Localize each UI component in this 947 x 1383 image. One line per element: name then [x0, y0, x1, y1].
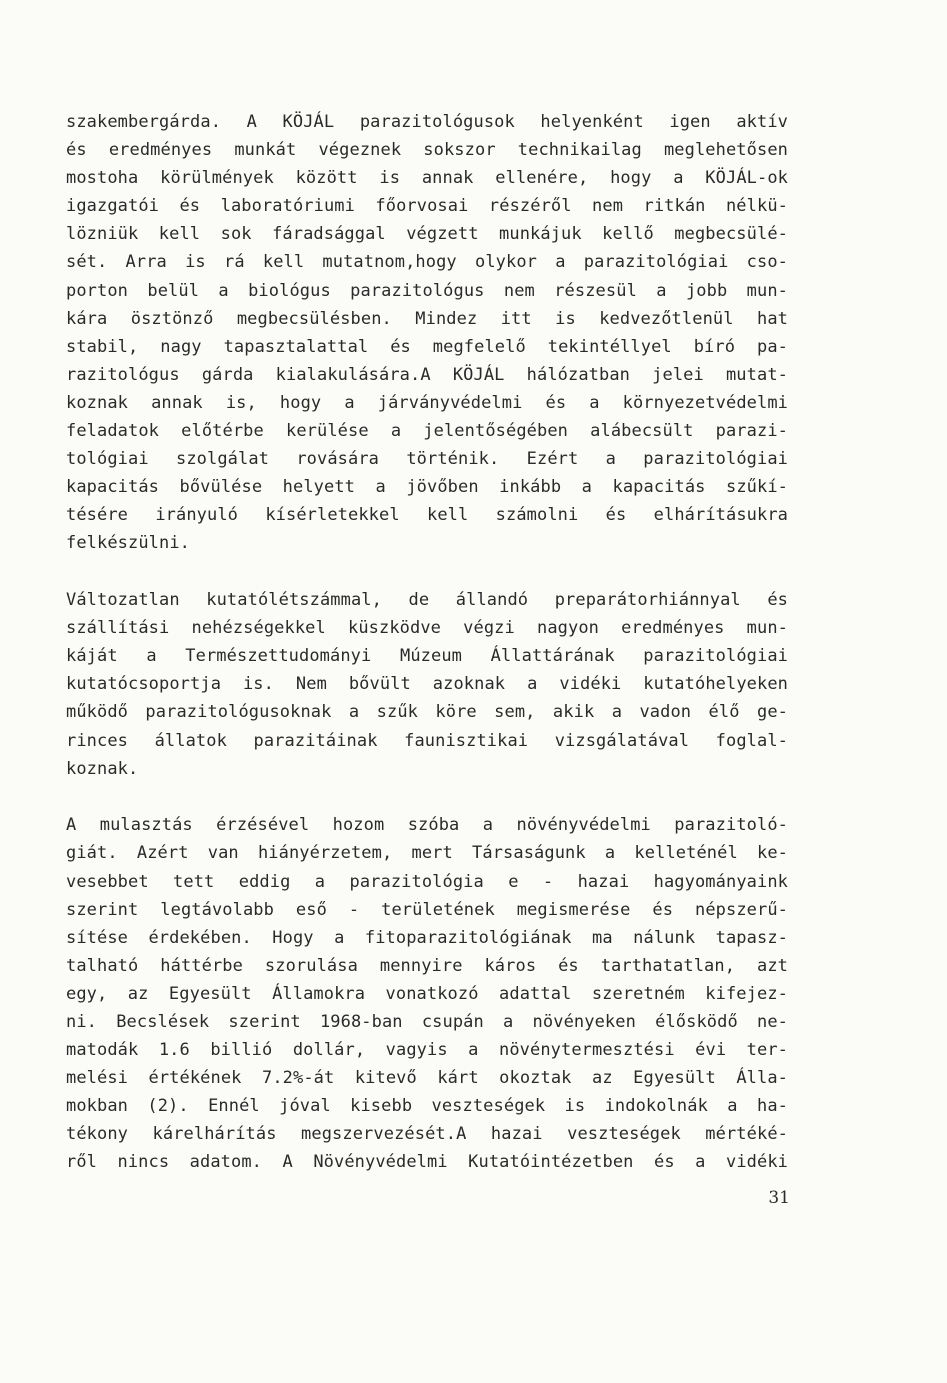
paragraph-gap: [66, 783, 788, 812]
text-line: sét. Arra is rá kell mutatnom,hogy olykor a parazitológiai cso-: [66, 252, 788, 273]
text-line: ről nincs adatom. A Növényvédelmi Kutatóintézetben és a vidéki: [66, 1152, 788, 1173]
text-line: koznak annak is, hogy a járványvédelmi és a környezetvédelmi: [66, 392, 788, 413]
text-line: felkészülni.: [66, 533, 191, 554]
paragraph-museum: [66, 586, 788, 783]
text-line: talható háttérbe szorulása mennyire káros és tarthatatlan, azt: [66, 955, 788, 976]
text-line: A mulasztás érzésével hozom szóba a növényvédelmi parazitoló-: [66, 815, 788, 836]
text-line: sítése érdekében. Hogy a fitoparazitológiának ma nálunk tapasz-: [66, 927, 788, 948]
text-line: tékony kárelhárítás megszervezését.A hazai veszteségek mértéké-: [66, 1124, 788, 1145]
text-line: ni. Becslések szerint 1968-ban csupán a növényeken élősködő ne-: [66, 1012, 788, 1032]
text-line: igazgatói és laboratóriumi főorvosai részéről nem ritkán nélkü-: [66, 196, 788, 217]
text-line: kutatócsoportja is. Nem bővült azoknak a vidéki kutatóhelyeken: [66, 674, 788, 695]
paragraph-koijal: [66, 108, 788, 558]
text-line: Változatlan kutatólétszámmal, de állandó preparátorhiánnyal és: [66, 590, 788, 611]
text-line: giát. Azért van hiányérzetem, mert Társaságunk a kelleténél ke-: [66, 843, 788, 864]
body-text: [66, 108, 788, 1177]
text-line: szakembergárda. A KÖJÁL parazitológusok helyenként igen aktív: [66, 112, 788, 132]
text-line: és eredményes munkát végeznek sokszor technikailag meglehetősen: [66, 140, 788, 161]
text-line: rinces állatok parazitáinak faunisztikai vizsgálatával foglal-: [66, 730, 788, 751]
text-line: egy, az Egyesült Államokra vonatkozó adattal szeretném kifejez-: [66, 983, 788, 1004]
text-line: működő parazitológusoknak a szűk köre sem, akik a vadon élő ge-: [66, 702, 788, 723]
text-line: szerint legtávolabb eső - területének megismerése és népszerű-: [66, 899, 788, 920]
text-line: porton belül a biológus parazitológus nem részesül a jobb mun-: [66, 280, 788, 301]
text-line: mostoha körülmények között is annak ellenére, hogy a KÖJÁL-ok: [66, 168, 788, 189]
text-line: matodák 1.6 billió dollár, vagyis a növénytermesztési évi ter-: [66, 1040, 788, 1061]
text-line: feladatok előtérbe kerülése a jelentőségében alábecsült parazi-: [66, 421, 788, 442]
paragraph-plant-protection: [66, 811, 788, 1176]
text-line: szállítási nehézségekkel küszködve végzi nagyon eredményes mun-: [66, 618, 788, 639]
text-line: lözniük kell sok fáradsággal végzett munkájuk kellő megbecsülé-: [66, 224, 788, 245]
page-number: 31: [768, 1188, 790, 1208]
text-line: mokban (2). Ennél jóval kisebb veszteségek is indokolnák a ha-: [66, 1096, 788, 1117]
text-line: stabil, nagy tapasztalattal és megfelelő tekintéllyel bíró pa-: [66, 336, 788, 357]
text-line: razitológus gárda kialakulására.A KÖJÁL hálózatban jelei mutat-: [66, 364, 788, 385]
text-line: tésére irányuló kísérletekkel kell számolni és elhárításukra: [66, 505, 788, 526]
text-line: káját a Természettudományi Múzeum Állattárának parazitológiai: [66, 646, 788, 667]
paragraph-gap: [66, 558, 788, 587]
text-line: melési értékének 7.2%-át kitevő kárt okoztak az Egyesült Álla-: [66, 1068, 788, 1089]
text-line: tológiai szolgálat rovására történik. Ezért a parazitológiai: [66, 449, 788, 470]
text-line: kára ösztönző megbecsülésben. Mindez itt is kedvezőtlenül hat: [66, 308, 788, 329]
text-line: koznak.: [66, 758, 139, 779]
text-line: kapacitás bővülése helyett a jövőben inkább a kapacitás szűkí-: [66, 477, 788, 498]
text-line: vesebbet tett eddig a parazitológia e - hazai hagyományaink: [66, 871, 788, 892]
